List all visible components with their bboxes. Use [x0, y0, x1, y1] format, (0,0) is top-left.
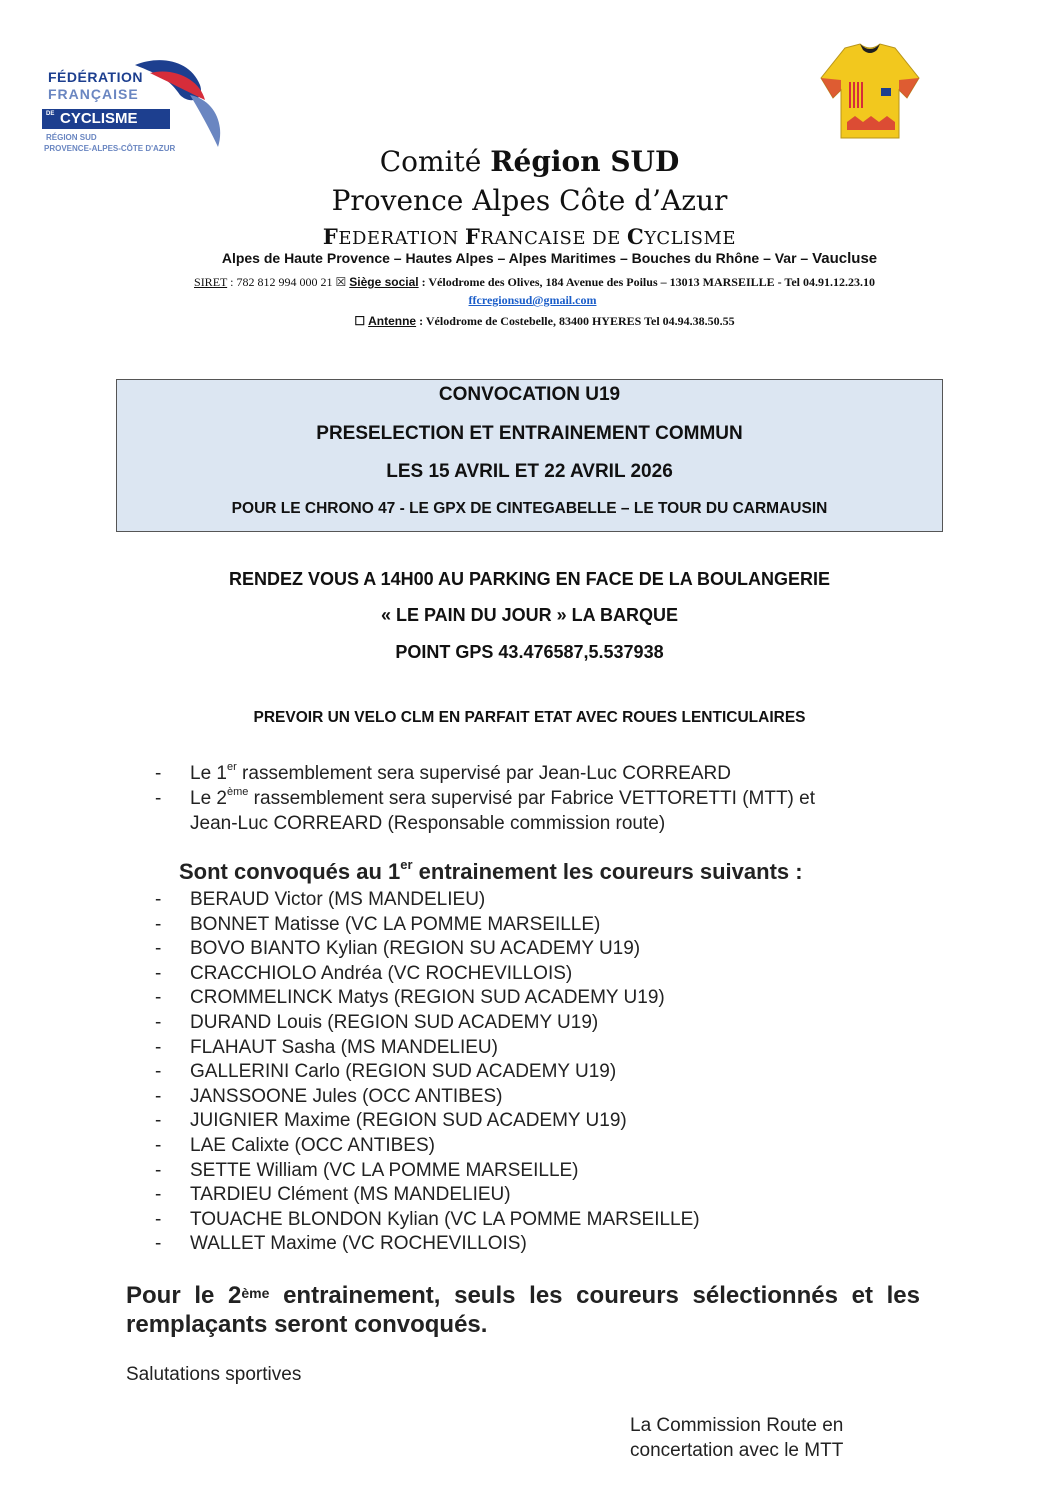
fed-word-2: RANCAISE DE — [480, 228, 628, 249]
list-item: - DURAND Louis (REGION SUD ACADEMY U19) — [155, 1011, 599, 1033]
antenne-line — [0, 314, 1059, 329]
fed-initial-f: F — [322, 224, 339, 249]
convocation-dates: LES 15 AVRIL ET 22 AVRIL 2026 — [386, 461, 673, 482]
logo-line4: RÉGION SUD — [46, 133, 97, 142]
supervision-item-2: - Le 2ème rassemblement sera supervisé par Fabrice VETTORETTI (MTT) et — [155, 786, 816, 809]
region-title: Provence Alpes Côte d’Azur — [331, 184, 728, 217]
rendezvous-line1: RENDEZ VOUS A 14H00 AU PARKING EN FACE DE LA BOULANGERIE — [228, 569, 831, 589]
fed-word-1: EDERATION — [338, 228, 465, 249]
committee-bold: Région SUD — [490, 145, 680, 178]
departments-text: Alpes de Haute Provence – Hautes Alpes – Alpes Maritimes – Bouches du Rhône – Var – — [221, 250, 809, 266]
second-training-notice: Pour le 2ème entrainement, seuls les coureurs sélectionnés et les remplaçants seront convoqués. — [126, 1282, 920, 1338]
runners-heading: Sont convoqués au 1er entrainement les coureurs suivants : — [179, 857, 803, 884]
convocation-subtitle: PRESELECTION ET ENTRAINEMENT COMMUN — [316, 423, 743, 444]
antenne-checkbox: ☐ — [354, 314, 369, 328]
fed-word-3: YCLISME — [644, 228, 737, 249]
list-item: - SETTE William (VC LA POMME MARSEILLE) — [155, 1159, 579, 1181]
departments-last: Vaucluse — [812, 250, 878, 267]
siege-value: : Vélodrome des Olives, 184 Avenue des Poilus – 13013 MARSEILLE - Tel 04.91.12.23.10 — [418, 275, 875, 289]
convocation-races: POUR LE CHRONO 47 - LE GPX DE CINTEGABELLE – LE TOUR DU CARMAUSIN — [231, 500, 828, 517]
convocation-box — [116, 379, 943, 532]
logo-cyclisme-bar — [42, 109, 170, 129]
signature — [630, 1413, 843, 1463]
list-dash: - — [155, 763, 162, 784]
email-link[interactable]: ffcregionsud@gmail.com — [468, 293, 597, 307]
list-item: - GALLERINI Carlo (REGION SUD ACADEMY U19) — [155, 1061, 617, 1083]
antenne-label: Antenne — [368, 314, 417, 328]
signature-line1: La Commission Route en — [630, 1415, 844, 1436]
rendezvous-line2: « LE PAIN DU JOUR » LA BARQUE — [380, 605, 679, 625]
jersey-image — [815, 40, 925, 145]
committee-prefix: Comité — [379, 145, 482, 178]
list-item: - BONNET Matisse (VC LA POMME MARSEILLE) — [155, 913, 601, 935]
equipment-notice: PREVOIR UN VELO CLM EN PARFAIT ETAT AVEC ROUES LENTICULAIRES — [253, 709, 806, 726]
rendezvous-gps: POINT GPS 43.476587,5.537938 — [395, 642, 664, 662]
list-item: - TARDIEU Clément (MS MANDELIEU) — [155, 1184, 511, 1206]
list-item: - CRACCHIOLO Andréa (VC ROCHEVILLOIS) — [155, 962, 573, 984]
supervision-item-2-cont: Jean-Luc CORREARD (Responsable commission route) — [190, 813, 666, 834]
antenne-value: : Vélodrome de Costebelle, 83400 HYERES Tel 04.94.38.50.55 — [416, 314, 735, 328]
logo-line2: FRANÇAISE — [48, 86, 139, 102]
list-item: - JANSSOONE Jules (OCC ANTIBES) — [155, 1085, 503, 1107]
list-item: - WALLET Maxime (VC ROCHEVILLOIS) — [155, 1233, 527, 1255]
signature-line2: concertation avec le MTT — [630, 1440, 844, 1461]
list-dash: - — [155, 788, 162, 809]
list-item: - CROMMELINCK Matys (REGION SUD ACADEMY U19) — [155, 987, 665, 1009]
list-item: - TOUACHE BLONDON Kylian (VC LA POMME MARSEILLE) — [155, 1208, 700, 1230]
runners-list — [155, 888, 700, 1257]
logo-de: DE — [46, 111, 55, 117]
siege-label: Siège social — [349, 275, 419, 289]
list-item: - BOVO BIANTO Kylian (REGION SU ACADEMY U19) — [155, 938, 641, 960]
salutations: Salutations sportives — [126, 1364, 302, 1385]
convocation-title: CONVOCATION U19 — [438, 384, 621, 405]
list-item: - BERAUD Victor (MS MANDELIEU) — [155, 889, 486, 910]
departments-line — [0, 250, 1059, 267]
fed-initial-f2: F — [464, 224, 481, 249]
jersey-icon — [815, 40, 925, 145]
siret-value: : 782 812 994 000 21 ☒ — [227, 275, 350, 289]
logo-line5: PROVENCE-ALPES-CÔTE D'AZUR — [44, 144, 176, 153]
logo-line1: FÉDÉRATION — [48, 69, 143, 85]
federation-title — [0, 224, 1059, 249]
siret-line — [0, 275, 1059, 290]
committee-title — [0, 145, 1059, 178]
list-item: - LAE Calixte (OCC ANTIBES) — [155, 1134, 435, 1156]
list-item: - JUIGNIER Maxime (REGION SUD ACADEMY U19) — [155, 1110, 627, 1132]
list-item: - FLAHAUT Sasha (MS MANDELIEU) — [155, 1036, 498, 1058]
supervision-item-1: - Le 1er rassemblement sera supervisé par Jean-Luc CORREARD — [155, 761, 731, 784]
fed-initial-c: C — [627, 224, 645, 249]
siret-label: SIRET — [194, 275, 228, 289]
logo-line3: CYCLISME — [60, 110, 138, 127]
